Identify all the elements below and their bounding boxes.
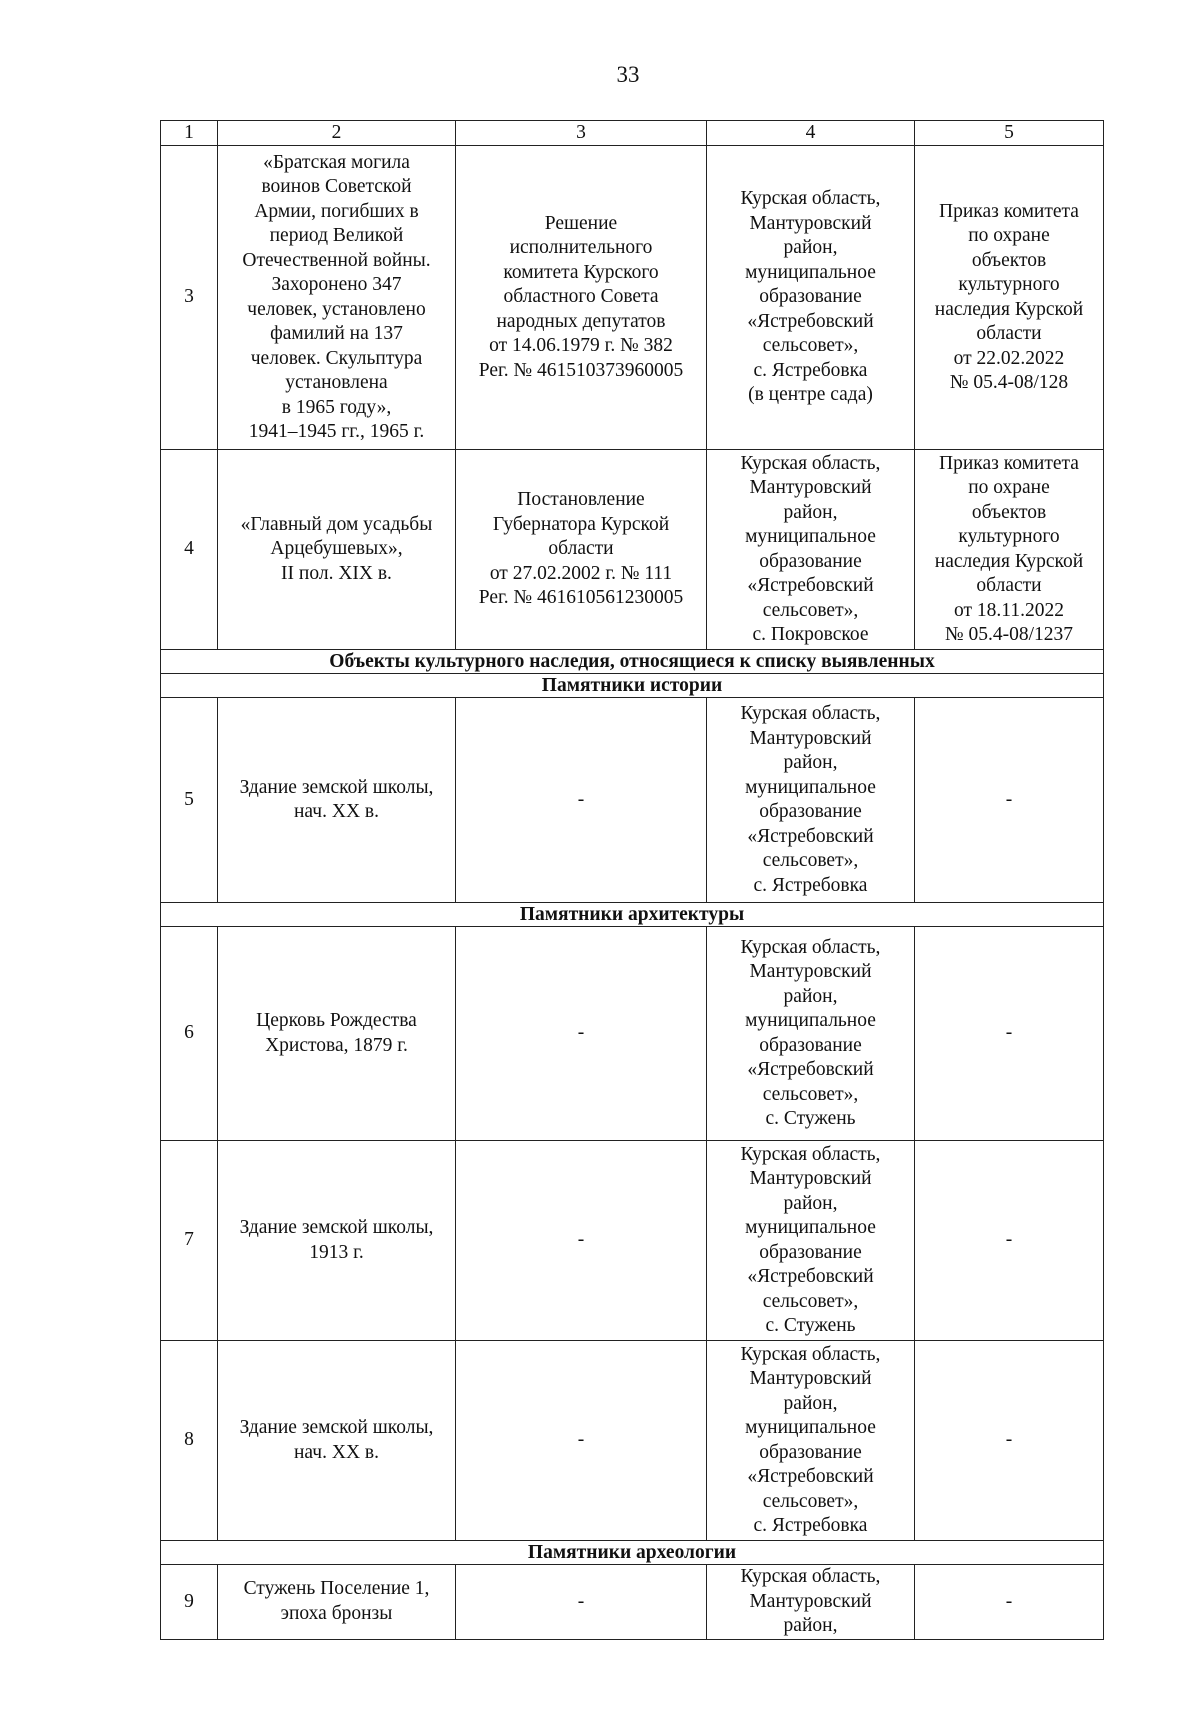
table-row [161, 146, 1104, 450]
object-name: Здание земской школы, 1913 г. [218, 1141, 456, 1341]
protection-order: Приказ комитета по охране объектов культурного наследия Курской области от 18.11.2022 № 05.4-08/1237 [915, 450, 1104, 650]
object-location: Курская область, Мантуровский район, муниципальное образование «Ястребовский сельсовет», с. Ястребовка [707, 698, 915, 903]
object-name: Стужень Поселение 1, эпоха бронзы [218, 1565, 456, 1640]
column-number-row [161, 121, 1104, 146]
document-details: - [456, 1341, 707, 1541]
protection-order: - [915, 927, 1104, 1141]
page-number: 33 [616, 62, 640, 87]
object-name: Здание земской школы, нач. XX в. [218, 1341, 456, 1541]
table-row [161, 927, 1104, 1141]
object-location: Курская область, Мантуровский район, муниципальное образование «Ястребовский сельсовет», с. Покровское [707, 450, 915, 650]
row-number: 8 [161, 1341, 218, 1541]
section-header-row [161, 903, 1104, 927]
column-number: 1 [161, 121, 218, 146]
document-details: - [456, 698, 707, 903]
protection-order: - [915, 698, 1104, 903]
document-details: Решение исполнительного комитета Курского областного Совета народных депутатов от 14.06.1979 г. № 382 Рег. № 461510373960005 [456, 146, 707, 450]
object-location: Курская область, Мантуровский район, муниципальное образование «Ястребовский сельсовет», с. Стужень [707, 1141, 915, 1341]
object-location: Курская область, Мантуровский район, муниципальное образование «Ястребовский сельсовет», с. Ястребовка (в центре сада) [707, 146, 915, 450]
object-name: «Братская могила воинов Советской Армии, погибших в период Великой Отечественной войны. Захоронено 347 человек, установлено фамилий на 137 человек. Скульптура установлена в 1965 году», 1941–1945 гг., 1965 г. [218, 146, 456, 450]
object-location: Курская область, Мантуровский район, [707, 1565, 915, 1640]
row-number: 5 [161, 698, 218, 903]
protection-order: - [915, 1565, 1104, 1640]
section-heading: Памятники архитектуры [161, 903, 1104, 927]
table-row [161, 450, 1104, 650]
object-name: Церковь Рождества Христова, 1879 г. [218, 927, 456, 1141]
column-number: 2 [218, 121, 456, 146]
row-number: 6 [161, 927, 218, 1141]
section-header-row [161, 1541, 1104, 1565]
column-number: 4 [707, 121, 915, 146]
row-number: 4 [161, 450, 218, 650]
object-location: Курская область, Мантуровский район, муниципальное образование «Ястребовский сельсовет», с. Ястребовка [707, 1341, 915, 1541]
section-header-row [161, 650, 1104, 674]
column-number: 3 [456, 121, 707, 146]
object-name: «Главный дом усадьбы Арцебушевых», II пол. XIX в. [218, 450, 456, 650]
protection-order: Приказ комитета по охране объектов культурного наследия Курской области от 22.02.2022 № 05.4-08/128 [915, 146, 1104, 450]
section-header-row [161, 674, 1104, 698]
document-details: Постановление Губернатора Курской области от 27.02.2002 г. № 111 Рег. № 461610561230005 [456, 450, 707, 650]
heritage-table-wrapper [160, 120, 1103, 1640]
row-number: 9 [161, 1565, 218, 1640]
document-details: - [456, 927, 707, 1141]
row-number: 7 [161, 1141, 218, 1341]
table-row [161, 1341, 1104, 1541]
table-row [161, 1141, 1104, 1341]
row-number: 3 [161, 146, 218, 450]
table-row [161, 1565, 1104, 1640]
object-location: Курская область, Мантуровский район, муниципальное образование «Ястребовский сельсовет», с. Стужень [707, 927, 915, 1141]
heritage-table [160, 120, 1104, 1640]
section-heading: Памятники археологии [161, 1541, 1104, 1565]
document-details: - [456, 1141, 707, 1341]
table-row [161, 698, 1104, 903]
protection-order: - [915, 1141, 1104, 1341]
object-name: Здание земской школы, нач. XX в. [218, 698, 456, 903]
document-details: - [456, 1565, 707, 1640]
section-heading: Объекты культурного наследия, относящиеся к списку выявленных [161, 650, 1104, 674]
section-heading: Памятники истории [161, 674, 1104, 698]
protection-order: - [915, 1341, 1104, 1541]
column-number: 5 [915, 121, 1104, 146]
